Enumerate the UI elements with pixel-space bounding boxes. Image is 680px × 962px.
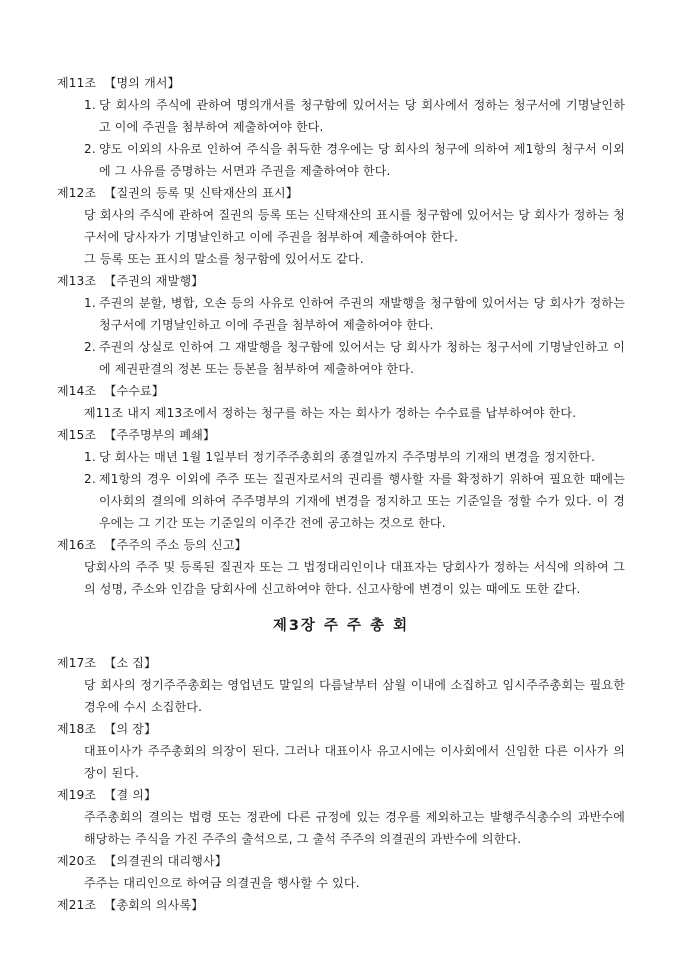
article-paragraph: 당회사의 주주 및 등록된 질권자 또는 그 법정대리인이나 대표자는 당회사가 정하는 서식에 의하여 그의 성명, 주소와 인감을 당회사에 신고하여야 한다. 신고사항에 변경이 있는 때에도 또한 같다. [84,560,625,596]
article [57,270,625,380]
numbered-item [84,138,625,182]
article [57,424,625,534]
article-number: 제11조 [57,76,97,90]
article-title: 【의결권의 대리행사】 [104,854,228,868]
article [57,850,625,894]
item-text: 당 회사의 주식에 관하여 명의개서를 청구함에 있어서는 당 회사에서 정하는 청구서에 기명날인하고 이에 주권을 첨부하여 제출하여야 한다. [99,98,625,134]
article-header [57,270,625,292]
item-text: 당 회사는 매년 1월 1일부터 정기주주총회의 종결일까지 주주명부의 기재의 변경을 정지한다. [99,450,596,464]
item-number: 1. [84,98,96,112]
article-number: 제16조 [57,538,97,552]
article-header [57,850,625,872]
numbered-item [84,468,625,534]
article [57,534,625,600]
article-title: 【총회의 의사록】 [104,898,204,912]
article-header [57,652,625,674]
numbered-item [84,336,625,380]
article-paragraph: 대표이사가 주주총회의 의장이 된다. 그러나 대표이사 유고시에는 이사회에서 신임한 다른 이사가 의장이 된다. [84,744,625,780]
article-paragraph: 당 회사의 정기주주총회는 영업년도 말일의 다름날부터 삼월 이내에 소집하고 임시주주총회는 필요한 경우에 수시 소집한다. [84,678,625,714]
article-title: 【주주의 주소 등의 신고】 [104,538,247,552]
article [57,784,625,850]
article-number: 제15조 [57,428,97,442]
article-title: 【주주명부의 폐쇄】 [104,428,216,442]
item-number: 2. [84,340,96,354]
article [57,182,625,270]
article-title: 【의 장】 [104,722,157,736]
item-number: 1. [84,296,96,310]
article-title: 【소 집】 [104,656,157,670]
item-number: 2. [84,472,96,486]
article [57,894,625,916]
article-header [57,72,625,94]
article-header [57,718,625,740]
numbered-item [84,94,625,138]
article-number: 제21조 [57,898,97,912]
article-paragraph: 당 회사의 주식에 관하여 질권의 등록 또는 신탁재산의 표시를 청구함에 있어서는 당 회사가 정하는 청구서에 당사자가 기명날인하고 이에 주권을 첨부하여 제출하여야 한다. [84,208,625,244]
article-title: 【질권의 등록 및 신탁재산의 표시】 [104,186,299,200]
article-number: 제13조 [57,274,97,288]
article-number: 제20조 [57,854,97,868]
item-text: 주권의 분할, 병합, 오손 등의 사유로 인하여 주권의 재발행을 청구함에 있어서는 당 회사가 정하는 청구서에 기명날인하고 이에 주권을 첨부하여 제출하여야 한다. [99,296,625,332]
article-header [57,182,625,204]
article-header [57,784,625,806]
article-paragraph: 주주총회의 결의는 법령 또는 정관에 다른 규정에 있는 경우를 제외하고는 발행주식총수의 과반수에 해당하는 주식을 가진 주주의 출석으로, 그 출석 주주의 의결권의 과반수에 의한다. [84,810,625,846]
article-paragraph: 그 등록 또는 표시의 말소를 청구함에 있어서도 같다. [84,252,364,266]
document-content [57,72,625,916]
article [57,380,625,424]
item-number: 1. [84,450,96,464]
article-title: 【결 의】 [104,788,157,802]
article-number: 제17조 [57,656,97,670]
item-number: 2. [84,142,96,156]
article-header [57,894,625,916]
numbered-item [84,292,625,336]
chapter-heading: 제3장 주 주 총 회 [272,618,410,634]
article-paragraph: 주주는 대리인으로 하여금 의결권을 행사할 수 있다. [84,876,360,890]
article [57,718,625,784]
article-number: 제14조 [57,384,97,398]
article-paragraph: 제11조 내지 제13조에서 정하는 청구를 하는 자는 회사가 정하는 수수료를 납부하여야 한다. [84,406,577,420]
item-text: 양도 이외의 사유로 인하여 주식을 취득한 경우에는 당 회사의 청구에 의하여 제1항의 청구서 이외에 그 사유를 증명하는 서면과 주권을 제출하여야 한다. [99,142,625,178]
item-text: 주권의 상실로 인하여 그 재발행을 청구함에 있어서는 당 회사가 청하는 청구서에 기명날인하고 이에 제권판결의 정본 또는 등본을 첨부하여 제출하여야 한다. [99,340,625,376]
article-number: 제18조 [57,722,97,736]
article-header [57,534,625,556]
article [57,652,625,718]
article-number: 제19조 [57,788,97,802]
article-title: 【명의 개서】 [104,76,180,90]
article-title: 【수수료】 [104,384,165,398]
numbered-item [84,446,625,468]
item-text: 제1항의 경우 이외에 주주 또는 질권자로서의 권리를 행사할 자를 확정하기 위하여 필요한 때에는 이사회의 결의에 의하여 주주명부의 기재에 변경을 정지하고 또는 기준일을 정할 수가 있다. 이 경우에는 그 기간 또는 기준일의 이주간 전에 공고하는 것으로 한다. [99,472,625,530]
article-number: 제12조 [57,186,97,200]
article-header [57,424,625,446]
article-title: 【주권의 재발행】 [104,274,204,288]
article-header [57,380,625,402]
article [57,72,625,182]
